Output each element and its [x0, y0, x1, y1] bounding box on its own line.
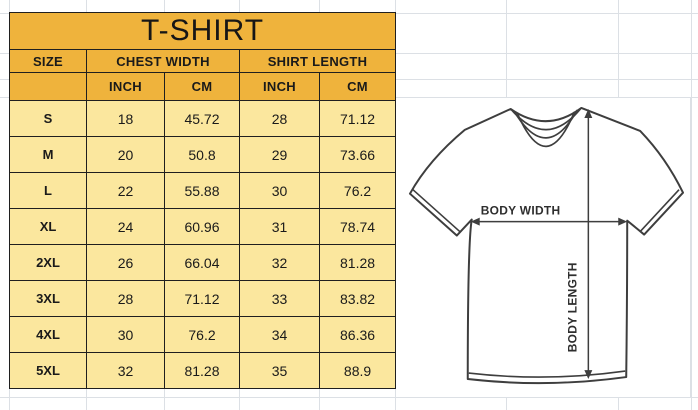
header-chest-width[interactable]: CHEST WIDTH	[87, 50, 240, 73]
header-chest-inch[interactable]: INCH	[87, 73, 165, 101]
chest-cm-cell[interactable]: 60.96	[165, 209, 240, 245]
size-label-cell[interactable]: XL	[10, 209, 87, 245]
table-row-subheader	[10, 73, 396, 101]
tshirt-diagram-panel	[397, 97, 691, 398]
chest-inch-cell[interactable]: 22	[87, 173, 165, 209]
size-chart-table	[9, 12, 396, 389]
body-length-label: BODY LENGTH	[565, 262, 580, 353]
length-inch-cell[interactable]: 31	[240, 209, 320, 245]
length-inch-cell[interactable]: 34	[240, 317, 320, 353]
chest-cm-cell[interactable]: 76.2	[165, 317, 240, 353]
length-cm-cell[interactable]: 86.36	[320, 317, 396, 353]
table-row	[10, 173, 396, 209]
chest-cm-cell[interactable]: 45.72	[165, 101, 240, 137]
chest-inch-cell[interactable]: 32	[87, 353, 165, 389]
gridline-v	[691, 0, 692, 410]
length-cm-cell[interactable]: 83.82	[320, 281, 396, 317]
size-label-cell[interactable]: 5XL	[10, 353, 87, 389]
table-row	[10, 101, 396, 137]
size-label-cell[interactable]: 2XL	[10, 245, 87, 281]
table-row	[10, 209, 396, 245]
body-width-label: BODY WIDTH	[480, 203, 561, 218]
chest-inch-cell[interactable]: 28	[87, 281, 165, 317]
header-length-cm[interactable]: CM	[320, 73, 396, 101]
length-inch-cell[interactable]: 29	[240, 137, 320, 173]
chest-cm-cell[interactable]: 55.88	[165, 173, 240, 209]
chest-cm-cell[interactable]: 66.04	[165, 245, 240, 281]
header-length-inch[interactable]: INCH	[240, 73, 320, 101]
chest-inch-cell[interactable]: 24	[87, 209, 165, 245]
length-cm-cell[interactable]: 73.66	[320, 137, 396, 173]
header-chest-cm[interactable]: CM	[165, 73, 240, 101]
size-label-cell[interactable]: 3XL	[10, 281, 87, 317]
length-inch-cell[interactable]: 33	[240, 281, 320, 317]
chest-inch-cell[interactable]: 20	[87, 137, 165, 173]
size-label-cell[interactable]: 4XL	[10, 317, 87, 353]
table-row	[10, 353, 396, 389]
chest-inch-cell[interactable]: 18	[87, 101, 165, 137]
length-cm-cell[interactable]: 88.9	[320, 353, 396, 389]
table-row	[10, 245, 396, 281]
table-row	[10, 137, 396, 173]
chest-cm-cell[interactable]: 50.8	[165, 137, 240, 173]
length-inch-cell[interactable]: 35	[240, 353, 320, 389]
chest-inch-cell[interactable]: 30	[87, 317, 165, 353]
header-size[interactable]: SIZE	[10, 50, 87, 73]
chest-cm-cell[interactable]: 71.12	[165, 281, 240, 317]
length-inch-cell[interactable]: 30	[240, 173, 320, 209]
length-cm-cell[interactable]: 71.12	[320, 101, 396, 137]
tshirt-diagram	[397, 98, 689, 397]
size-label-cell[interactable]: M	[10, 137, 87, 173]
length-cm-cell[interactable]: 76.2	[320, 173, 396, 209]
table-row-header	[10, 50, 396, 73]
length-cm-cell[interactable]: 78.74	[320, 209, 396, 245]
chest-inch-cell[interactable]: 26	[87, 245, 165, 281]
length-cm-cell[interactable]: 81.28	[320, 245, 396, 281]
length-inch-cell[interactable]: 32	[240, 245, 320, 281]
chest-cm-cell[interactable]: 81.28	[165, 353, 240, 389]
tshirt-outline	[410, 108, 683, 383]
size-label-cell[interactable]: L	[10, 173, 87, 209]
size-label-cell[interactable]: S	[10, 101, 87, 137]
table-row-title	[10, 13, 396, 50]
table-row	[10, 317, 396, 353]
length-inch-cell[interactable]: 28	[240, 101, 320, 137]
table-title[interactable]: T-SHIRT	[10, 13, 396, 50]
header-empty[interactable]	[10, 73, 87, 101]
table-row	[10, 281, 396, 317]
header-shirt-length[interactable]: SHIRT LENGTH	[240, 50, 396, 73]
